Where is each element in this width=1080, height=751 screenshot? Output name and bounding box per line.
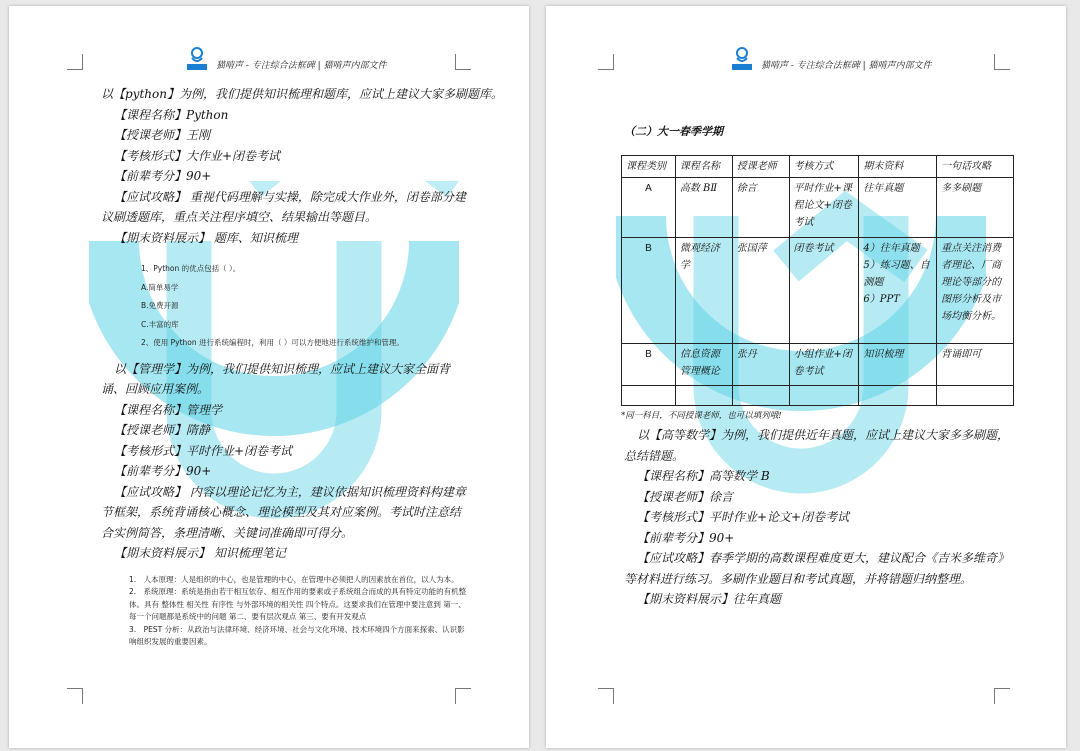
python-teacher: 【授课老师】王刚 xyxy=(114,128,211,142)
table-cell: 高数 BⅡ xyxy=(675,178,732,238)
table-row-empty xyxy=(622,386,1014,406)
table-cell: A xyxy=(622,178,676,238)
python-material-show: 【期末资料展示】 题库、知识梳理 xyxy=(114,230,298,245)
course-table xyxy=(621,155,1014,406)
brand-logo-icon xyxy=(729,46,755,72)
page-header xyxy=(184,46,387,72)
table-cell: B xyxy=(622,344,676,386)
left-page-content xyxy=(101,84,503,649)
note-item: 2. 系统原理：系统是指由若干相互依存、相互作用的要素或子系统组合而成的具有特定功能的有机整体。具有 整体性 相关性 有序性 与外部环境的相关性 四个特点。这要求我们在管理中要注意到 第一、每一个问题都是系统中的问题 第二、要有层次观点 第三、要有开发观点 xyxy=(129,587,467,621)
note-item: 1. 人本原理：人是组织的中心，也是管理的中心，在管理中必须把人的因素放在首位，以人为本。 xyxy=(129,574,459,584)
table-cell: B xyxy=(622,238,676,344)
table-header-cell: 授课老师 xyxy=(732,156,789,178)
python-score: 【前辈考分】90+ xyxy=(114,169,212,183)
table-cell: 徐言 xyxy=(732,178,789,238)
table-cell: 重点关注消费者理论、厂商理论等部分的图形分析及市场均衡分析。 xyxy=(937,238,1014,344)
python-question-sample xyxy=(141,260,471,353)
mgmt-intro: 以【管理学】为例，我们提供知识梳理，应试上建议大家全面背诵、回顾应用案例。 xyxy=(101,361,451,396)
table-row xyxy=(622,344,1014,386)
table-cell xyxy=(622,386,676,406)
python-strategy: 【应试攻略】 重视代码理解与实操，除完成大作业外，闭卷部分建议刷透题库，重点关注程序填空、结果输出等题目。 xyxy=(101,189,466,224)
table-cell xyxy=(859,386,937,406)
table-cell: 平时作业+课程论文+闭卷考试 xyxy=(789,178,859,238)
header-tagline: 猫啃声 - 专注综合法框碑 | 猫啃声内部文件 xyxy=(761,61,932,71)
header-tagline: 猫啃声 - 专注综合法框碑 | 猫啃声内部文件 xyxy=(216,61,387,71)
table-cell: 张丹 xyxy=(732,344,789,386)
table-header-cell: 期末资料 xyxy=(859,156,937,178)
math-score: 【前辈考分】90+ xyxy=(637,530,735,545)
table-header-row xyxy=(622,156,1014,178)
mgmt-exam-format: 【考核形式】平时作业+闭卷考试 xyxy=(114,443,293,458)
table-cell: 闭卷考试 xyxy=(789,238,859,344)
mgmt-material-show: 【期末资料展示】 知识梳理笔记 xyxy=(114,546,286,560)
table-row xyxy=(622,238,1014,344)
python-exam-format: 【考核形式】大作业+闭卷考试 xyxy=(114,148,281,163)
table-cell: 张国萍 xyxy=(732,238,789,344)
section-title: （二）大一春季学期 xyxy=(624,125,723,138)
mgmt-strategy: 【应试攻略】 内容以理论记忆为主，建议依据知识梳理资料构建章节框架，系统背诵核心概念、理论模型及其对应案例。考试时注意结合实例简答，条理清晰、关键词准确即可得分。 xyxy=(101,484,466,540)
question-option: A.简单易学 xyxy=(141,282,179,292)
table-cell xyxy=(937,386,1014,406)
table-cell: 背诵即可 xyxy=(937,344,1014,386)
table-note: *同一科目，不同授课老师，也可以填列哦! xyxy=(621,411,782,421)
table-header-cell: 课程类别 xyxy=(622,156,676,178)
table-cell: 小组作业+闭卷考试 xyxy=(789,344,859,386)
python-intro: 以【python】为例，我们提供知识梳理和题库，应试上建议大家多刷题库。 xyxy=(101,87,503,101)
document-page-right xyxy=(546,6,1066,748)
table-header-cell: 一句话攻略 xyxy=(937,156,1014,178)
math-course-name: 【课程名称】高等数学 B xyxy=(637,469,770,483)
mgmt-teacher: 【授课老师】隋静 xyxy=(114,423,211,437)
math-exam-format: 【考核形式】平时作业+论文+闭卷考试 xyxy=(637,510,850,524)
document-page-left xyxy=(9,6,529,748)
table-cell xyxy=(675,386,732,406)
math-strategy: 【应试攻略】春季学期的高数课程难度更大，建议配合《吉米多维奇》等材料进行练习。多刷作业题目和考试真题，并将错题归纳整理。 xyxy=(624,551,1010,586)
table-cell: 往年真题 xyxy=(859,178,937,238)
table-cell xyxy=(789,386,859,406)
mgmt-notes-sample xyxy=(129,574,471,649)
question-text: 1、Python 的优点包括（ ）。 xyxy=(141,264,241,273)
mgmt-score: 【前辈考分】90+ xyxy=(114,464,212,478)
table-cell: 知识梳理 xyxy=(859,344,937,386)
table-cell: 微观经济学 xyxy=(675,238,732,344)
table-cell: 4）往年真题 5）练习题、自测题 6）PPT xyxy=(859,238,937,344)
table-cell: 信息资源管理概论 xyxy=(675,344,732,386)
math-intro: 以【高等数学】为例，我们提供近年真题，应试上建议大家多多刷题，总结错题。 xyxy=(624,428,1010,463)
right-page-content xyxy=(621,84,1016,610)
table-header-cell: 考核方式 xyxy=(789,156,859,178)
table-cell: 多多刷题 xyxy=(937,178,1014,238)
question-option: B.免费开源 xyxy=(141,301,179,310)
table-cell xyxy=(732,386,789,406)
mgmt-course-name: 【课程名称】管理学 xyxy=(114,402,223,417)
table-header-cell: 课程名称 xyxy=(675,156,732,178)
table-row xyxy=(622,178,1014,238)
math-material-show: 【期末资料展示】往年真题 xyxy=(637,592,782,606)
note-item: 3. PEST 分析：从政治与法律环境、经济环境、社会与文化环境、技术环境四个方面来探索、认识影响组织发展的重要因素。 xyxy=(129,624,465,646)
page-header xyxy=(729,46,932,72)
python-course-name: 【课程名称】Python xyxy=(114,107,229,122)
brand-logo-icon xyxy=(184,46,210,72)
math-teacher: 【授课老师】徐言 xyxy=(637,489,734,504)
question-text: 2、使用 Python 进行系统编程时，利用（ ）可以方便地进行系统维护和管理。 xyxy=(141,338,404,347)
question-option: C.丰富的库 xyxy=(141,319,179,329)
